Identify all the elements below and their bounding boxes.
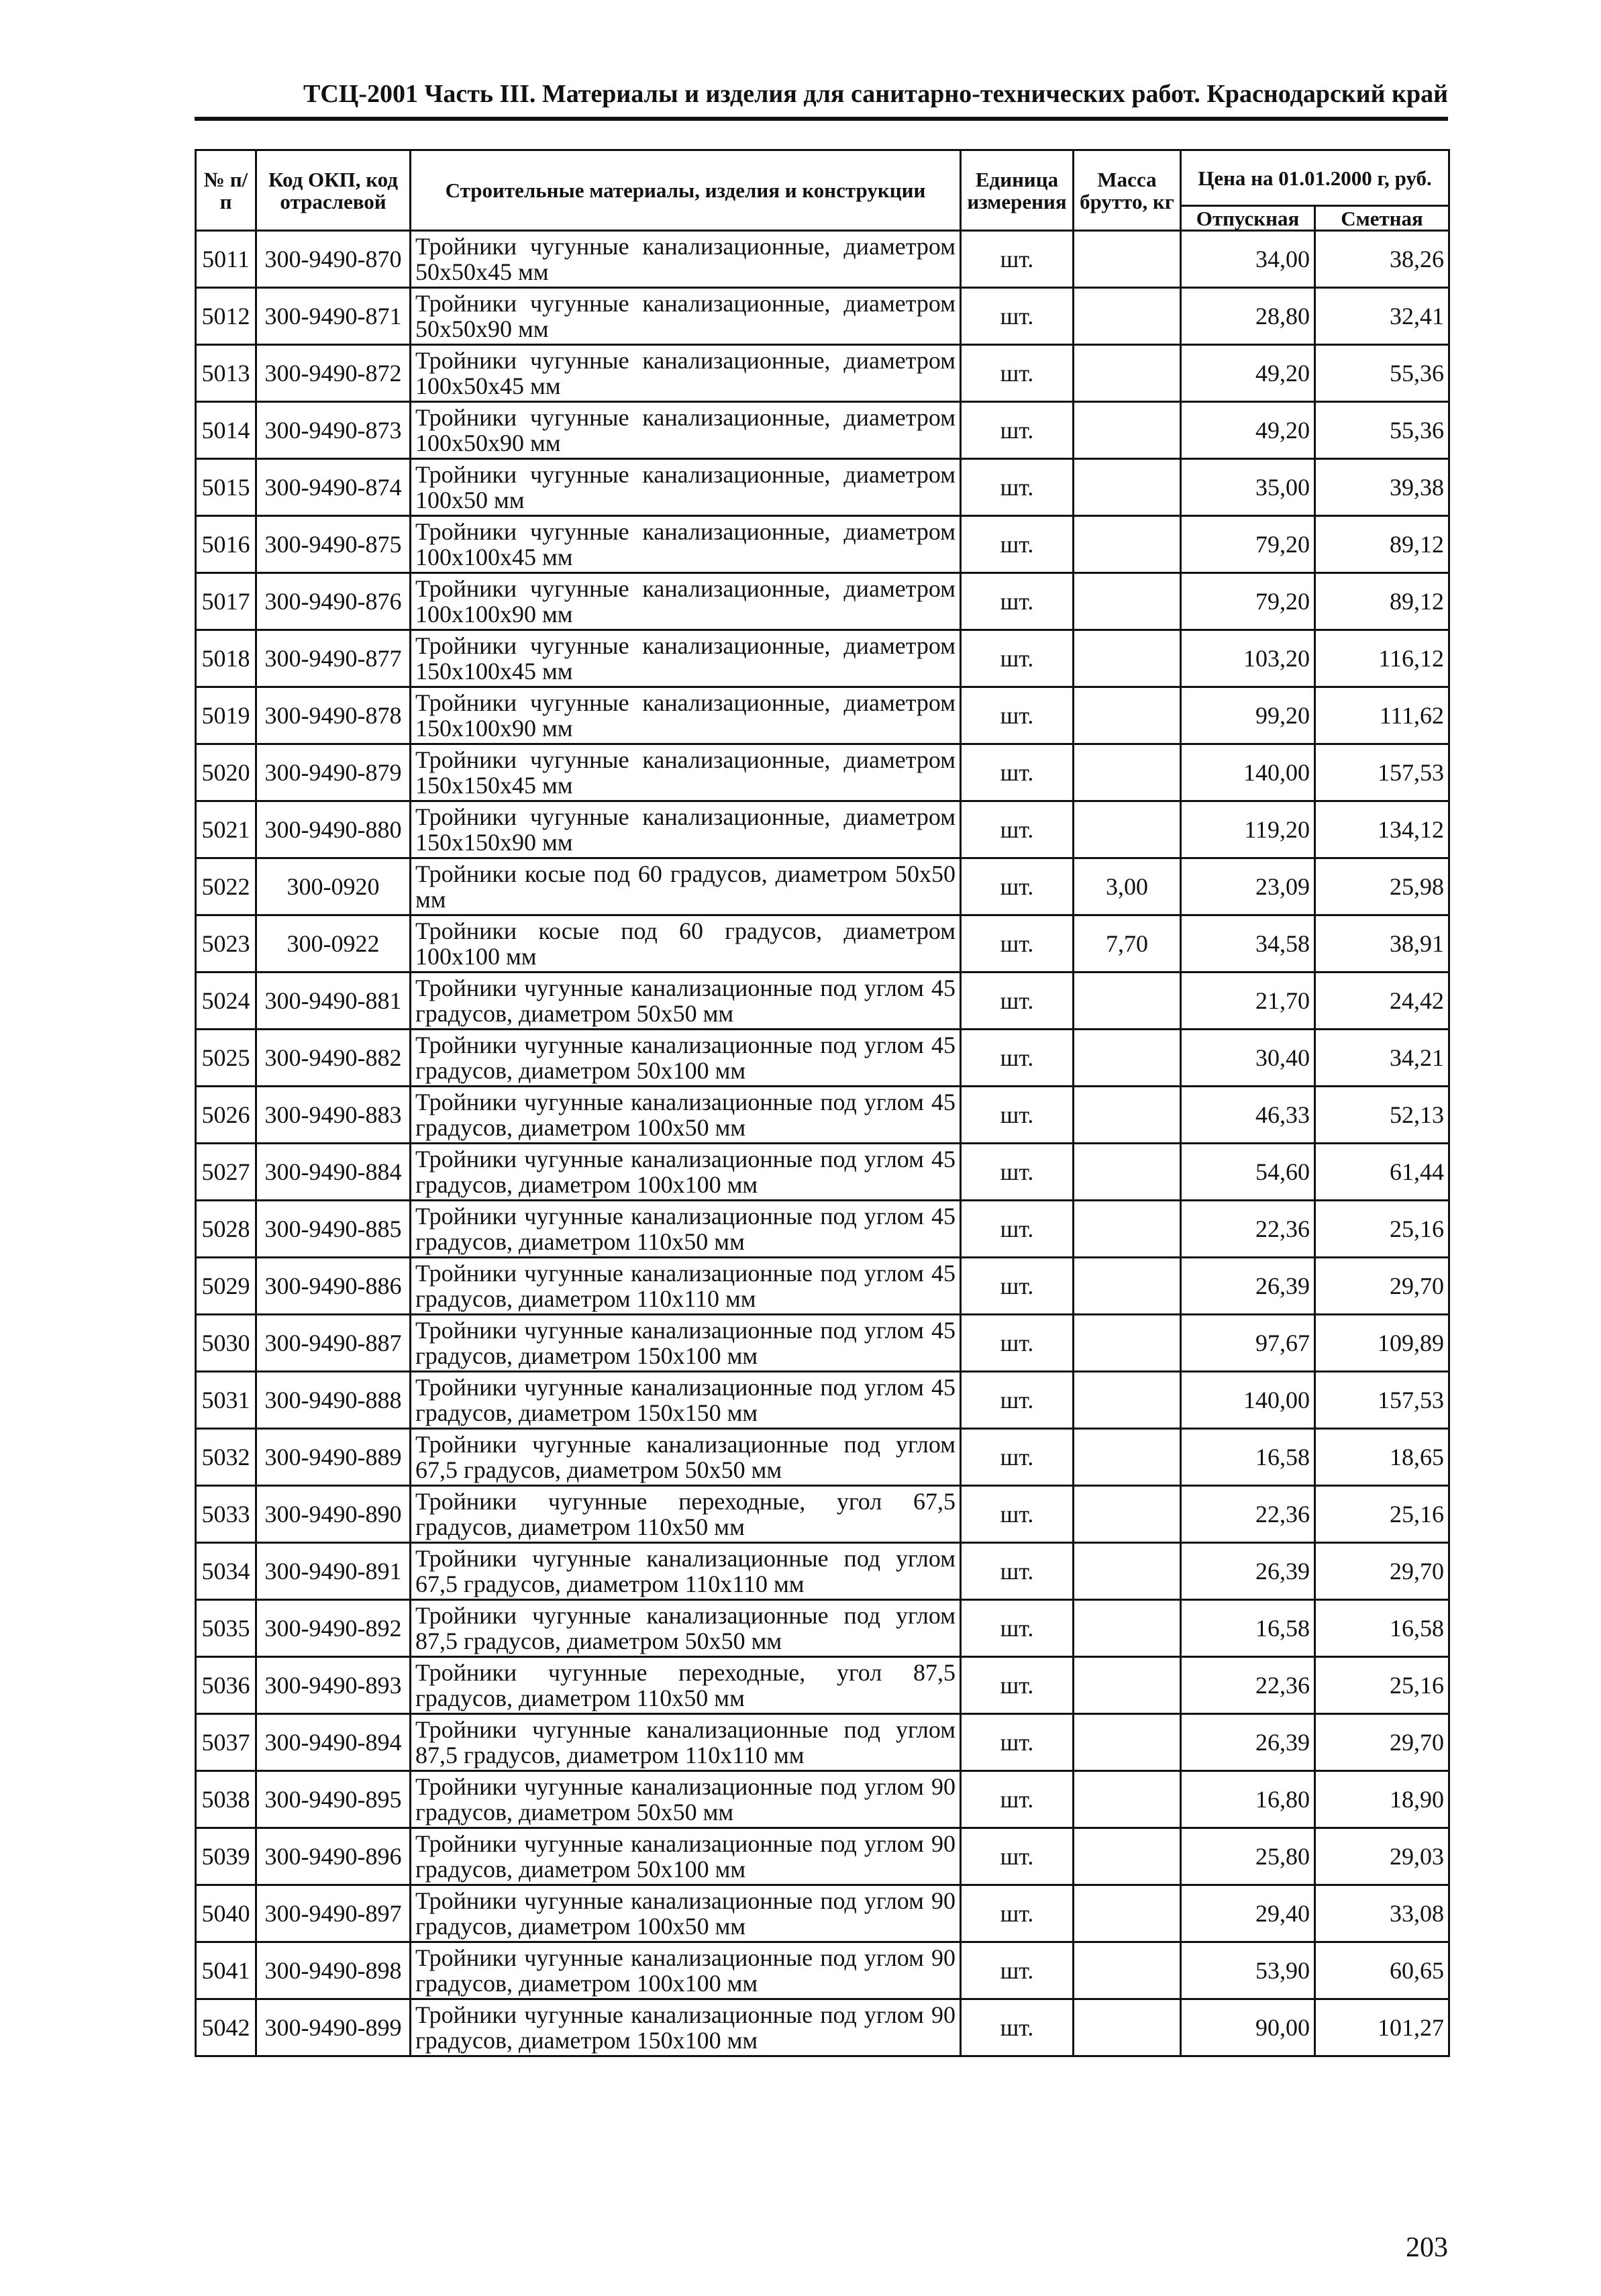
row-code: 300-9490-885 xyxy=(256,1201,411,1258)
table-row xyxy=(196,1771,1449,1828)
row-price-estimate: 52,13 xyxy=(1315,1087,1449,1144)
row-name: Тройники чугунные канализационные, диаметром 100х100х90 мм xyxy=(411,573,961,630)
row-price-release: 119,20 xyxy=(1181,801,1315,858)
row-price-estimate: 116,12 xyxy=(1315,630,1449,687)
row-price-estimate: 61,44 xyxy=(1315,1144,1449,1201)
row-unit: шт. xyxy=(961,972,1074,1030)
row-price-estimate: 25,16 xyxy=(1315,1657,1449,1714)
row-number: 5026 xyxy=(196,1087,256,1144)
table-row xyxy=(196,1315,1449,1372)
row-unit: шт. xyxy=(961,744,1074,801)
row-price-estimate: 55,36 xyxy=(1315,402,1449,459)
row-unit: шт. xyxy=(961,1315,1074,1372)
row-number: 5042 xyxy=(196,1999,256,2056)
row-price-release: 90,00 xyxy=(1181,1999,1315,2056)
row-unit: шт. xyxy=(961,1429,1074,1486)
row-price-estimate: 29,70 xyxy=(1315,1543,1449,1600)
row-price-estimate: 29,70 xyxy=(1315,1714,1449,1771)
column-header-price-release: Отпускная xyxy=(1181,206,1315,231)
row-number: 5036 xyxy=(196,1657,256,1714)
row-price-estimate: 39,38 xyxy=(1315,459,1449,516)
row-code: 300-9490-893 xyxy=(256,1657,411,1714)
row-name: Тройники чугунные канализационные под углом 45 градусов, диаметром 100х50 мм xyxy=(411,1087,961,1144)
table-row xyxy=(196,402,1449,459)
row-unit: шт. xyxy=(961,1030,1074,1087)
row-name: Тройники чугунные канализационные под углом 90 градусов, диаметром 100х50 мм xyxy=(411,1885,961,1942)
table-row xyxy=(196,345,1449,402)
table-row xyxy=(196,1657,1449,1714)
row-code: 300-9490-878 xyxy=(256,687,411,744)
row-mass: 7,70 xyxy=(1074,915,1181,972)
row-unit: шт. xyxy=(961,915,1074,972)
row-code: 300-9490-889 xyxy=(256,1429,411,1486)
row-unit: шт. xyxy=(961,1771,1074,1828)
row-mass xyxy=(1074,687,1181,744)
row-number: 5039 xyxy=(196,1828,256,1885)
row-mass xyxy=(1074,1771,1181,1828)
row-code: 300-9490-874 xyxy=(256,459,411,516)
row-mass xyxy=(1074,630,1181,687)
row-unit: шт. xyxy=(961,687,1074,744)
row-code: 300-9490-870 xyxy=(256,231,411,288)
table-row xyxy=(196,1828,1449,1885)
row-number: 5014 xyxy=(196,402,256,459)
column-header-name: Строительные материалы, изделия и конструкции xyxy=(411,150,961,231)
row-number: 5013 xyxy=(196,345,256,402)
table-row xyxy=(196,801,1449,858)
row-mass xyxy=(1074,1999,1181,2056)
row-unit: шт. xyxy=(961,1999,1074,2056)
row-number: 5035 xyxy=(196,1600,256,1657)
row-name: Тройники чугунные канализационные под углом 90 градусов, диаметром 50х50 мм xyxy=(411,1771,961,1828)
row-name: Тройники чугунные канализационные под углом 90 градусов, диаметром 150х100 мм xyxy=(411,1999,961,2056)
column-header-mass: Масса брутто, кг xyxy=(1074,150,1181,231)
column-header-code: Код ОКП, код отраслевой xyxy=(256,150,411,231)
row-code: 300-9490-887 xyxy=(256,1315,411,1372)
row-code: 300-9490-894 xyxy=(256,1714,411,1771)
row-unit: шт. xyxy=(961,1657,1074,1714)
table-row xyxy=(196,288,1449,345)
row-name: Тройники чугунные канализационные под углом 45 градусов, диаметром 50х100 мм xyxy=(411,1030,961,1087)
row-name: Тройники чугунные канализационные под углом 45 градусов, диаметром 100х100 мм xyxy=(411,1144,961,1201)
row-code: 300-9490-899 xyxy=(256,1999,411,2056)
row-unit: шт. xyxy=(961,516,1074,573)
row-unit: шт. xyxy=(961,1885,1074,1942)
column-header-price-estimate: Сметная xyxy=(1315,206,1449,231)
row-price-release: 54,60 xyxy=(1181,1144,1315,1201)
row-mass xyxy=(1074,1486,1181,1543)
row-number: 5027 xyxy=(196,1144,256,1201)
row-mass: 3,00 xyxy=(1074,858,1181,915)
row-mass xyxy=(1074,288,1181,345)
row-price-release: 46,33 xyxy=(1181,1087,1315,1144)
row-price-release: 35,00 xyxy=(1181,459,1315,516)
row-mass xyxy=(1074,1144,1181,1201)
table-row xyxy=(196,858,1449,915)
row-unit: шт. xyxy=(961,858,1074,915)
row-price-estimate: 25,16 xyxy=(1315,1201,1449,1258)
price-table-body xyxy=(196,231,1449,2056)
table-row xyxy=(196,459,1449,516)
row-price-release: 21,70 xyxy=(1181,972,1315,1030)
row-name: Тройники чугунные канализационные, диаметром 150х150х90 мм xyxy=(411,801,961,858)
row-number: 5023 xyxy=(196,915,256,972)
row-name: Тройники чугунные канализационные под углом 45 градусов, диаметром 110х50 мм xyxy=(411,1201,961,1258)
row-unit: шт. xyxy=(961,1600,1074,1657)
row-code: 300-9490-880 xyxy=(256,801,411,858)
row-name: Тройники чугунные переходные, угол 87,5 градусов, диаметром 110х50 мм xyxy=(411,1657,961,1714)
table-row xyxy=(196,972,1449,1030)
row-number: 5022 xyxy=(196,858,256,915)
page-number: 203 xyxy=(1406,2232,1448,2263)
row-mass xyxy=(1074,972,1181,1030)
row-price-release: 26,39 xyxy=(1181,1714,1315,1771)
row-name: Тройники чугунные канализационные, диаметром 100х50х90 мм xyxy=(411,402,961,459)
row-price-estimate: 29,70 xyxy=(1315,1258,1449,1315)
row-name: Тройники чугунные канализационные, диаметром 150х150х45 мм xyxy=(411,744,961,801)
row-number: 5025 xyxy=(196,1030,256,1087)
row-name: Тройники чугунные канализационные под углом 45 градусов, диаметром 50х50 мм xyxy=(411,972,961,1030)
page-header-title: ТСЦ-2001 Часть III. Материалы и изделия для санитарно-технических работ. Краснодарский край xyxy=(303,80,1448,108)
row-number: 5040 xyxy=(196,1885,256,1942)
table-row xyxy=(196,1600,1449,1657)
row-unit: шт. xyxy=(961,1942,1074,1999)
row-unit: шт. xyxy=(961,1144,1074,1201)
row-number: 5028 xyxy=(196,1201,256,1258)
row-price-release: 16,58 xyxy=(1181,1429,1315,1486)
row-unit: шт. xyxy=(961,1486,1074,1543)
row-code: 300-9490-881 xyxy=(256,972,411,1030)
row-name: Тройники чугунные канализационные, диаметром 50х50х45 мм xyxy=(411,231,961,288)
row-name: Тройники чугунные канализационные под углом 67,5 градусов, диаметром 110х110 мм xyxy=(411,1543,961,1600)
row-unit: шт. xyxy=(961,1201,1074,1258)
table-row xyxy=(196,1372,1449,1429)
table-row xyxy=(196,630,1449,687)
row-code: 300-9490-891 xyxy=(256,1543,411,1600)
row-price-estimate: 18,65 xyxy=(1315,1429,1449,1486)
row-name: Тройники чугунные канализационные, диаметром 100х50х45 мм xyxy=(411,345,961,402)
row-mass xyxy=(1074,1543,1181,1600)
row-mass xyxy=(1074,1828,1181,1885)
row-mass xyxy=(1074,1315,1181,1372)
row-price-estimate: 38,91 xyxy=(1315,915,1449,972)
row-code: 300-9490-877 xyxy=(256,630,411,687)
row-number: 5016 xyxy=(196,516,256,573)
table-row xyxy=(196,1999,1449,2056)
row-number: 5021 xyxy=(196,801,256,858)
row-code: 300-9490-888 xyxy=(256,1372,411,1429)
table-row xyxy=(196,516,1449,573)
row-unit: шт. xyxy=(961,1372,1074,1429)
row-price-estimate: 55,36 xyxy=(1315,345,1449,402)
row-code: 300-9490-882 xyxy=(256,1030,411,1087)
row-name: Тройники чугунные канализационные под углом 67,5 градусов, диаметром 50х50 мм xyxy=(411,1429,961,1486)
row-price-release: 140,00 xyxy=(1181,744,1315,801)
row-mass xyxy=(1074,1714,1181,1771)
row-code: 300-9490-898 xyxy=(256,1942,411,1999)
row-mass xyxy=(1074,516,1181,573)
row-name: Тройники косые под 60 градусов, диаметром 100х100 мм xyxy=(411,915,961,972)
row-unit: шт. xyxy=(961,1087,1074,1144)
row-price-release: 140,00 xyxy=(1181,1372,1315,1429)
header-divider xyxy=(195,117,1448,121)
row-price-release: 25,80 xyxy=(1181,1828,1315,1885)
row-number: 5033 xyxy=(196,1486,256,1543)
price-table xyxy=(195,149,1450,2057)
column-header-price-group: Цена на 01.01.2000 г, руб. xyxy=(1181,150,1449,206)
row-mass xyxy=(1074,1201,1181,1258)
row-code: 300-9490-892 xyxy=(256,1600,411,1657)
row-number: 5011 xyxy=(196,231,256,288)
row-price-estimate: 89,12 xyxy=(1315,516,1449,573)
row-number: 5030 xyxy=(196,1315,256,1372)
row-number: 5019 xyxy=(196,687,256,744)
row-price-estimate: 134,12 xyxy=(1315,801,1449,858)
row-mass xyxy=(1074,1087,1181,1144)
row-unit: шт. xyxy=(961,231,1074,288)
row-mass xyxy=(1074,231,1181,288)
row-mass xyxy=(1074,1372,1181,1429)
row-price-estimate: 38,26 xyxy=(1315,231,1449,288)
row-price-estimate: 25,98 xyxy=(1315,858,1449,915)
row-number: 5038 xyxy=(196,1771,256,1828)
row-price-estimate: 32,41 xyxy=(1315,288,1449,345)
table-row xyxy=(196,1543,1449,1600)
row-code: 300-9490-890 xyxy=(256,1486,411,1543)
row-code: 300-9490-896 xyxy=(256,1828,411,1885)
table-row xyxy=(196,1201,1449,1258)
row-number: 5017 xyxy=(196,573,256,630)
column-header-num: № п/п xyxy=(196,150,256,231)
row-price-release: 26,39 xyxy=(1181,1543,1315,1600)
column-header-unit: Единица измерения xyxy=(961,150,1074,231)
row-price-estimate: 16,58 xyxy=(1315,1600,1449,1657)
row-mass xyxy=(1074,801,1181,858)
row-mass xyxy=(1074,1885,1181,1942)
row-price-release: 53,90 xyxy=(1181,1942,1315,1999)
row-number: 5031 xyxy=(196,1372,256,1429)
row-price-release: 22,36 xyxy=(1181,1486,1315,1543)
row-price-estimate: 109,89 xyxy=(1315,1315,1449,1372)
price-table-header xyxy=(196,150,1449,231)
row-unit: шт. xyxy=(961,1714,1074,1771)
row-price-estimate: 33,08 xyxy=(1315,1885,1449,1942)
row-name: Тройники чугунные канализационные под углом 45 градусов, диаметром 110х110 мм xyxy=(411,1258,961,1315)
row-number: 5034 xyxy=(196,1543,256,1600)
row-mass xyxy=(1074,1600,1181,1657)
row-name: Тройники чугунные канализационные, диаметром 100х50 мм xyxy=(411,459,961,516)
row-code: 300-0920 xyxy=(256,858,411,915)
row-code: 300-9490-883 xyxy=(256,1087,411,1144)
row-price-release: 34,00 xyxy=(1181,231,1315,288)
row-mass xyxy=(1074,459,1181,516)
row-price-release: 22,36 xyxy=(1181,1657,1315,1714)
row-name: Тройники чугунные канализационные, диаметром 50х50х90 мм xyxy=(411,288,961,345)
row-name: Тройники чугунные канализационные под углом 87,5 градусов, диаметром 110х110 мм xyxy=(411,1714,961,1771)
row-price-release: 34,58 xyxy=(1181,915,1315,972)
row-mass xyxy=(1074,744,1181,801)
row-unit: шт. xyxy=(961,288,1074,345)
row-price-release: 99,20 xyxy=(1181,687,1315,744)
table-row xyxy=(196,687,1449,744)
table-row xyxy=(196,1087,1449,1144)
table-row xyxy=(196,1258,1449,1315)
row-price-estimate: 25,16 xyxy=(1315,1486,1449,1543)
row-mass xyxy=(1074,1258,1181,1315)
row-name: Тройники чугунные канализационные под углом 90 градусов, диаметром 100х100 мм xyxy=(411,1942,961,1999)
row-name: Тройники косые под 60 градусов, диаметром 50х50 мм xyxy=(411,858,961,915)
row-code: 300-9490-895 xyxy=(256,1771,411,1828)
row-price-release: 16,58 xyxy=(1181,1600,1315,1657)
row-unit: шт. xyxy=(961,402,1074,459)
table-row xyxy=(196,231,1449,288)
row-price-release: 22,36 xyxy=(1181,1201,1315,1258)
row-unit: шт. xyxy=(961,1543,1074,1600)
row-mass xyxy=(1074,573,1181,630)
row-name: Тройники чугунные канализационные под углом 87,5 градусов, диаметром 50х50 мм xyxy=(411,1600,961,1657)
row-unit: шт. xyxy=(961,1828,1074,1885)
row-name: Тройники чугунные канализационные под углом 45 градусов, диаметром 150х100 мм xyxy=(411,1315,961,1372)
row-code: 300-9490-884 xyxy=(256,1144,411,1201)
row-price-release: 26,39 xyxy=(1181,1258,1315,1315)
row-number: 5018 xyxy=(196,630,256,687)
row-price-release: 28,80 xyxy=(1181,288,1315,345)
row-code: 300-9490-872 xyxy=(256,345,411,402)
row-price-release: 49,20 xyxy=(1181,345,1315,402)
row-name: Тройники чугунные канализационные под углом 45 градусов, диаметром 150х150 мм xyxy=(411,1372,961,1429)
row-mass xyxy=(1074,1429,1181,1486)
row-mass xyxy=(1074,1657,1181,1714)
row-price-estimate: 24,42 xyxy=(1315,972,1449,1030)
row-mass xyxy=(1074,1942,1181,1999)
row-price-estimate: 29,03 xyxy=(1315,1828,1449,1885)
row-unit: шт. xyxy=(961,573,1074,630)
row-code: 300-0922 xyxy=(256,915,411,972)
row-number: 5020 xyxy=(196,744,256,801)
row-price-release: 79,20 xyxy=(1181,573,1315,630)
row-price-estimate: 157,53 xyxy=(1315,1372,1449,1429)
row-number: 5037 xyxy=(196,1714,256,1771)
table-row xyxy=(196,1030,1449,1087)
table-row xyxy=(196,915,1449,972)
row-mass xyxy=(1074,1030,1181,1087)
row-price-release: 30,40 xyxy=(1181,1030,1315,1087)
row-mass xyxy=(1074,402,1181,459)
row-name: Тройники чугунные канализационные, диаметром 150х100х45 мм xyxy=(411,630,961,687)
row-price-estimate: 111,62 xyxy=(1315,687,1449,744)
row-number: 5024 xyxy=(196,972,256,1030)
table-row xyxy=(196,1885,1449,1942)
row-number: 5012 xyxy=(196,288,256,345)
row-unit: шт. xyxy=(961,801,1074,858)
row-unit: шт. xyxy=(961,459,1074,516)
row-price-estimate: 89,12 xyxy=(1315,573,1449,630)
row-price-release: 16,80 xyxy=(1181,1771,1315,1828)
row-price-estimate: 101,27 xyxy=(1315,1999,1449,2056)
row-code: 300-9490-873 xyxy=(256,402,411,459)
row-code: 300-9490-871 xyxy=(256,288,411,345)
row-price-release: 79,20 xyxy=(1181,516,1315,573)
table-row xyxy=(196,1429,1449,1486)
table-row xyxy=(196,1942,1449,1999)
row-number: 5029 xyxy=(196,1258,256,1315)
row-number: 5041 xyxy=(196,1942,256,1999)
row-unit: шт. xyxy=(961,1258,1074,1315)
row-unit: шт. xyxy=(961,630,1074,687)
table-row xyxy=(196,1486,1449,1543)
row-unit: шт. xyxy=(961,345,1074,402)
row-code: 300-9490-876 xyxy=(256,573,411,630)
row-name: Тройники чугунные переходные, угол 67,5 градусов, диаметром 110х50 мм xyxy=(411,1486,961,1543)
row-code: 300-9490-875 xyxy=(256,516,411,573)
row-name: Тройники чугунные канализационные под углом 90 градусов, диаметром 50х100 мм xyxy=(411,1828,961,1885)
row-price-estimate: 157,53 xyxy=(1315,744,1449,801)
row-price-release: 29,40 xyxy=(1181,1885,1315,1942)
row-price-estimate: 34,21 xyxy=(1315,1030,1449,1087)
row-mass xyxy=(1074,345,1181,402)
row-price-release: 97,67 xyxy=(1181,1315,1315,1372)
row-price-release: 49,20 xyxy=(1181,402,1315,459)
row-code: 300-9490-897 xyxy=(256,1885,411,1942)
row-code: 300-9490-886 xyxy=(256,1258,411,1315)
row-price-estimate: 60,65 xyxy=(1315,1942,1449,1999)
row-number: 5032 xyxy=(196,1429,256,1486)
row-price-release: 23,09 xyxy=(1181,858,1315,915)
table-row xyxy=(196,744,1449,801)
row-price-estimate: 18,90 xyxy=(1315,1771,1449,1828)
table-row xyxy=(196,573,1449,630)
row-name: Тройники чугунные канализационные, диаметром 100х100х45 мм xyxy=(411,516,961,573)
row-code: 300-9490-879 xyxy=(256,744,411,801)
row-number: 5015 xyxy=(196,459,256,516)
table-row xyxy=(196,1714,1449,1771)
row-name: Тройники чугунные канализационные, диаметром 150х100х90 мм xyxy=(411,687,961,744)
table-row xyxy=(196,1144,1449,1201)
row-price-release: 103,20 xyxy=(1181,630,1315,687)
